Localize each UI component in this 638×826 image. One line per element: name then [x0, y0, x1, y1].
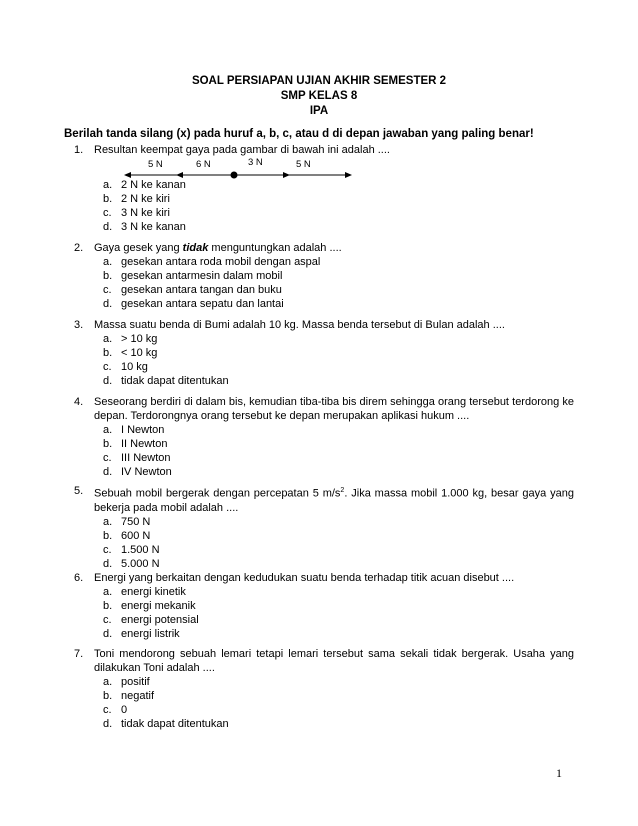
- question-3: [74, 318, 574, 388]
- question-text: Seseorang berdiri di dalam bis, kemudian tiba-tiba bis direm sehingga orang tersebut terdorong ke depan. Terdorongnya orang tersebut ke depan merupakan aplikasi hukum ....: [94, 396, 574, 422]
- question-6: [74, 571, 574, 641]
- question-number: 6.: [74, 572, 84, 584]
- page-number: 1: [556, 766, 562, 780]
- document-header: [0, 74, 638, 119]
- option-c[interactable]: c. 0: [103, 704, 128, 716]
- option-d[interactable]: d. tidak dapat ditentukan: [103, 718, 229, 730]
- question-1-options: [94, 178, 574, 234]
- option-d[interactable]: d. energi listrik: [103, 628, 180, 640]
- question-text: Energi yang berkaitan dengan kedudukan suatu benda terhadap titik acuan disebut ....: [94, 572, 515, 584]
- option-b[interactable]: b. < 10 kg: [103, 347, 158, 359]
- question-text: Massa suatu benda di Bumi adalah 10 kg. Massa benda tersebut di Bulan adalah ....: [94, 319, 505, 331]
- header-class: SMP KELAS 8: [280, 90, 358, 102]
- instruction-text: Berilah tanda silang (x) pada huruf a, b, c, atau d di depan jawaban yang paling benar!: [64, 128, 534, 140]
- option-b[interactable]: b. energi mekanik: [103, 600, 196, 612]
- option-b[interactable]: b. negatif: [103, 690, 155, 702]
- option-d[interactable]: d. 3 N ke kanan: [103, 221, 186, 233]
- option-b[interactable]: b. 2 N ke kiri: [103, 193, 170, 205]
- option-a[interactable]: a. gesekan antara roda mobil dengan aspal: [103, 256, 321, 268]
- question-text: Sebuah mobil bergerak dengan percepatan 5 $m/s^2$. Jika massa mobil 1.000 kg, besar gaya yang bekerja pada mobil adalah ....: [94, 487, 574, 514]
- option-c[interactable]: c. energi potensial: [103, 614, 199, 626]
- option-d[interactable]: d. gesekan antara sepatu dan lantai: [103, 298, 284, 310]
- option-c[interactable]: c. 10 kg: [103, 361, 148, 373]
- question-4: [74, 395, 574, 479]
- question-text: Toni mendorong sebuah lemari tetapi lemari tersebut sama sekali tidak bergerak. Usaha yang dilakukan Toni adalah ....: [94, 648, 574, 674]
- option-a[interactable]: a. energi kinetik: [103, 586, 186, 598]
- force-label: 3 N: [248, 157, 263, 168]
- option-b[interactable]: b. 600 N: [103, 529, 151, 542]
- option-d[interactable]: d. tidak dapat ditentukan: [103, 375, 229, 387]
- force-label: 5 N: [148, 159, 163, 170]
- question-number: 7.: [74, 648, 84, 660]
- option-a[interactable]: a. I Newton: [103, 424, 165, 436]
- option-a[interactable]: a. positif: [103, 676, 150, 688]
- option-c[interactable]: c. 1.500 N: [103, 543, 160, 556]
- question-number: 1.: [74, 144, 84, 156]
- question-7: [74, 647, 574, 731]
- header-title: SOAL PERSIAPAN UJIAN AKHIR SEMESTER 2: [191, 75, 447, 87]
- question-text: Resultan keempat gaya pada gambar di bawah ini adalah ....: [94, 144, 390, 156]
- header-subject: IPA: [309, 105, 329, 117]
- question-number: 3.: [74, 319, 84, 331]
- option-a[interactable]: a. > 10 kg: [103, 333, 158, 345]
- force-label: 5 N: [296, 159, 311, 170]
- option-d[interactable]: d. 5.000 N: [103, 557, 160, 570]
- option-c[interactable]: c. 3 N ke kiri: [103, 207, 170, 219]
- question-number: 4.: [74, 396, 84, 408]
- option-a[interactable]: a. 750 N: [103, 515, 151, 528]
- question-5: [74, 484, 574, 571]
- option-c[interactable]: c. gesekan antara tangan dan buku: [103, 284, 282, 296]
- option-b[interactable]: b. gesekan antarmesin dalam mobil: [103, 270, 283, 282]
- force-label: 6 N: [196, 159, 211, 170]
- option-b[interactable]: b. II Newton: [103, 438, 168, 450]
- question-2: [74, 241, 574, 311]
- option-a[interactable]: a. 2 N ke kanan: [103, 179, 186, 191]
- option-d[interactable]: d. IV Newton: [103, 466, 172, 478]
- question-number: 2.: [74, 242, 84, 254]
- question-text: Gaya gesek yang tidak menguntungkan adalah ....: [94, 242, 342, 254]
- question-number: 5.: [74, 485, 84, 497]
- option-c[interactable]: c. III Newton: [103, 452, 171, 464]
